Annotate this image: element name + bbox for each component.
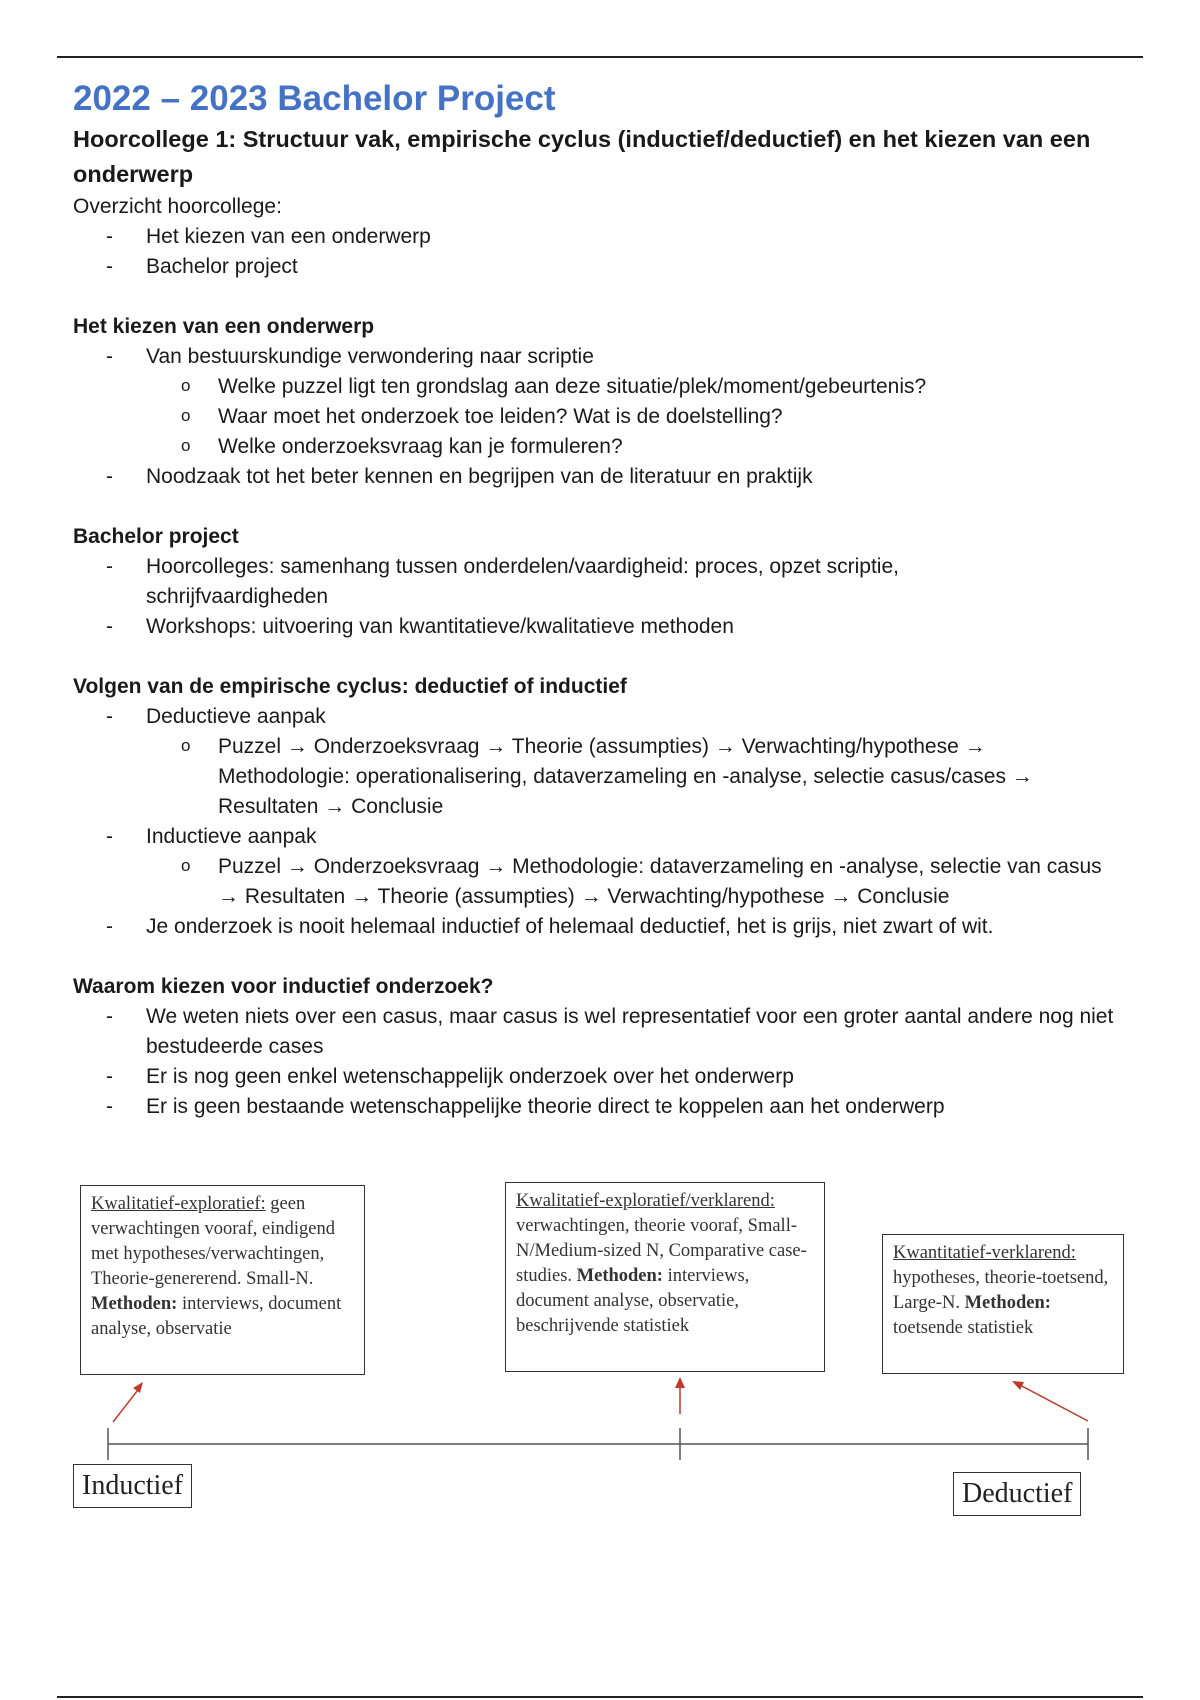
inductive-label: Inductief xyxy=(73,1464,192,1508)
list-item xyxy=(73,342,1133,462)
qualitative-explanatory-box xyxy=(505,1182,825,1372)
sub-list xyxy=(146,732,1133,822)
cycle-list xyxy=(73,702,1133,942)
top-rule xyxy=(57,56,1143,58)
sub-list-item: o Waar moet het onderzoek toe leiden? Wat is de doelstelling? xyxy=(145,402,1133,432)
box-methods-label: Methoden: xyxy=(91,1294,178,1314)
sub-list xyxy=(146,852,1133,912)
list-item-text: Van bestuurskundige verwondering naar scriptie xyxy=(146,345,594,368)
document-body xyxy=(73,76,1133,1122)
box-methods-label: Methoden: xyxy=(576,1266,663,1286)
list-item: - Bachelor project xyxy=(73,252,1133,282)
sub-list-item: o Welke puzzel ligt ten grondslag aan deze situatie/plek/moment/gebeurtenis? xyxy=(145,372,1133,402)
box-text: hypotheses, theorie-toetsend, Large-N. xyxy=(893,1268,1109,1313)
list-item: - Je onderzoek is nooit helemaal inductief of helemaal deductief, het is grijs, niet zwart of wit. xyxy=(73,912,1133,942)
box-text: verwachtingen, theorie vooraf, Small-N/Medium-sized N, Comparative case-studies. xyxy=(516,1216,807,1286)
project-list xyxy=(73,552,1133,642)
overview-intro: Overzicht hoorcollege: xyxy=(73,195,282,218)
topic-list xyxy=(73,342,1133,492)
sub-list-item: o Welke onderzoeksvraag kan je formuleren? xyxy=(145,432,1133,462)
box-methods: interviews, document analyse, observatie xyxy=(91,1294,342,1339)
box-text: geen verwachtingen vooraf, eindigend met hypotheses/verwachtingen, Theorie-genererend. Small-N. xyxy=(91,1194,336,1289)
sub-list xyxy=(146,372,1133,462)
list-item xyxy=(73,822,1133,912)
sub-list-item: o Puzzel → Onderzoeksvraag → Methodologie: dataverzameling en -analyse, selectie van casus → Resultaten → Theorie (assumpties) → Verwachting/hypothese → Conclusie xyxy=(145,852,1133,912)
arrow-right-head xyxy=(1012,1381,1024,1390)
deductive-label: Deductief xyxy=(953,1472,1081,1516)
list-item: - Het kiezen van een onderwerp xyxy=(73,222,1133,252)
sub-list-item: o Puzzel → Onderzoeksvraag → Theorie (assumpties) → Verwachting/hypothese → Methodologie: operationalisering, dataverzameling en -analyse, selectie casus/cases → Resultaten → Conclusie xyxy=(145,732,1133,822)
box-heading: Kwalitatief-exploratief/verklarend: xyxy=(516,1191,775,1211)
pointer-arrows xyxy=(113,1377,1088,1422)
qualitative-exploratory-box xyxy=(80,1185,365,1375)
list-item: - We weten niets over een casus, maar casus is wel representatief voor een groter aantal andere nog niet bestudeerde cases xyxy=(73,1002,1133,1062)
list-item: - Er is nog geen enkel wetenschappelijk onderzoek over het onderwerp xyxy=(73,1062,1133,1092)
list-item: - Hoorcolleges: samenhang tussen onderdelen/vaardigheid: proces, opzet scriptie, schrijfvaardigheden xyxy=(73,552,1133,612)
arrow-left xyxy=(113,1386,141,1422)
arrow-right xyxy=(1018,1384,1088,1421)
section-heading-topic: Het kiezen van een onderwerp xyxy=(73,315,375,338)
overview-list xyxy=(73,222,1133,282)
arrow-left-head xyxy=(133,1382,143,1393)
list-item: - Workshops: uitvoering van kwantitatieve/kwalitatieve methoden xyxy=(73,612,1133,642)
list-item-text: Deductieve aanpak xyxy=(146,705,326,728)
box-heading: Kwalitatief-exploratief: xyxy=(91,1194,266,1214)
section-heading-why: Waarom kiezen voor inductief onderzoek? xyxy=(73,975,494,998)
arrow-middle-head xyxy=(675,1377,685,1388)
list-item-text: Inductieve aanpak xyxy=(146,825,317,848)
box-methods: interviews, document analyse, observatie, beschrijvende statistiek xyxy=(516,1266,750,1336)
box-methods-label: Methoden: xyxy=(964,1293,1051,1313)
lecture-title: Hoorcollege 1: Structuur vak, empirische cyclus (inductief/deductief) en het kiezen van een onderwerp xyxy=(73,126,1091,187)
list-item: - Er is geen bestaande wetenschappelijke theorie direct te koppelen aan het onderwerp xyxy=(73,1092,1133,1122)
section-heading-cycle: Volgen van de empirische cyclus: deductief of inductief xyxy=(73,675,627,698)
list-item xyxy=(73,702,1133,822)
quantitative-explanatory-box xyxy=(882,1234,1124,1374)
box-heading: Kwantitatief-verklarend: xyxy=(893,1243,1076,1263)
section-heading-project: Bachelor project xyxy=(73,525,239,548)
page-title: 2022 – 2023 Bachelor Project xyxy=(73,79,556,118)
box-methods: toetsende statistiek xyxy=(893,1318,1034,1338)
why-list xyxy=(73,1002,1133,1122)
list-item: - Noodzaak tot het beter kennen en begrijpen van de literatuur en praktijk xyxy=(73,462,1133,492)
bottom-rule xyxy=(57,1696,1143,1698)
